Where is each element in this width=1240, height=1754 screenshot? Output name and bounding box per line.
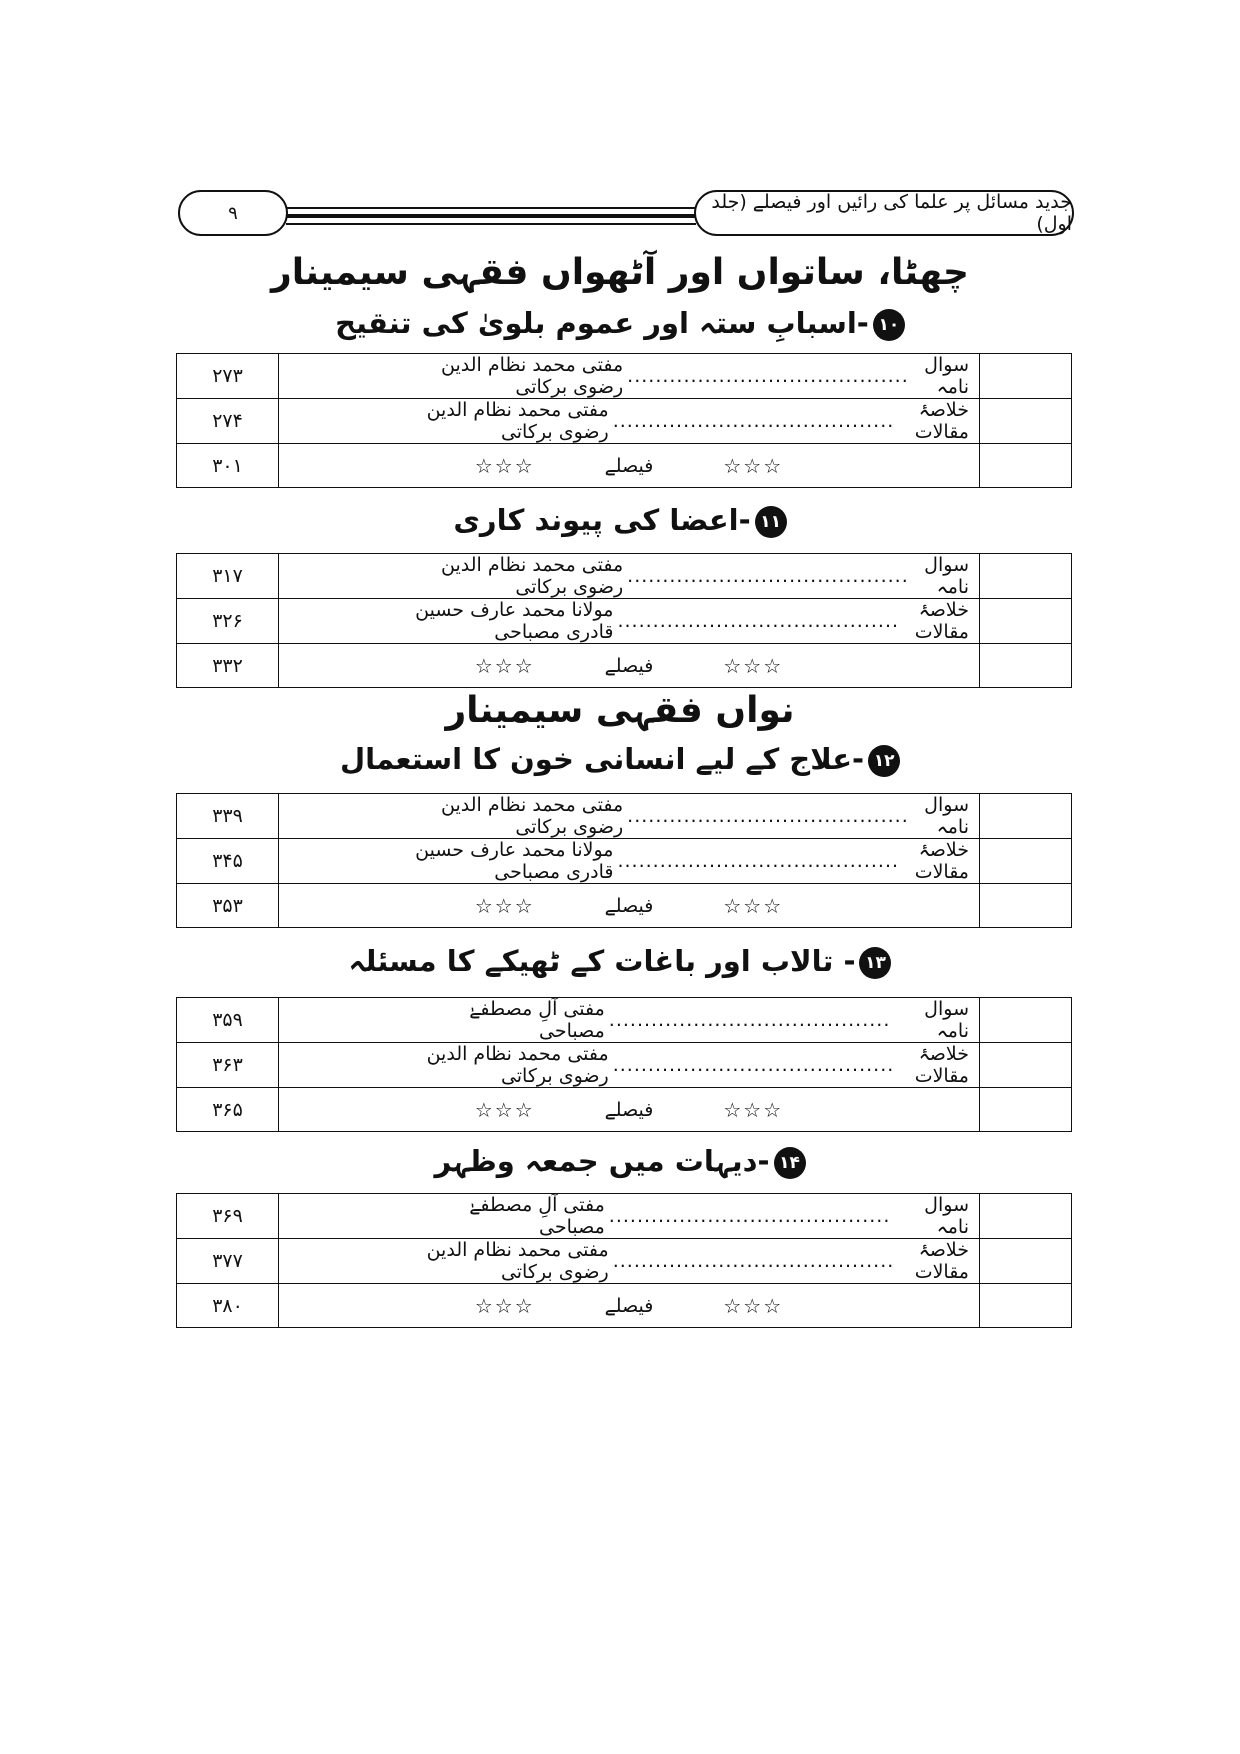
entry-label: خلاصۂ مقالات <box>914 839 969 883</box>
page-ref: ۳۳۲ <box>177 644 279 688</box>
page-ref: ۳۶۹ <box>177 1194 279 1239</box>
entry-author: مفتی محمد نظام الدین رضوی برکاتی <box>426 1239 609 1283</box>
toc-table <box>176 997 1072 1132</box>
section-heading <box>0 306 1240 341</box>
section-heading <box>0 944 1240 979</box>
page-ref: ۲۷۳ <box>177 354 279 399</box>
leader-dots: ........................................ <box>608 1009 891 1031</box>
toc-table <box>176 1193 1072 1328</box>
stars: ☆☆☆ <box>723 653 784 678</box>
leader-dots: ........................................ <box>617 610 900 632</box>
blank-cell <box>980 554 1072 599</box>
decision-cell <box>279 884 980 928</box>
decision-label: فیصلے <box>604 454 654 477</box>
page-ref: ۳۵۹ <box>177 998 279 1043</box>
page-ref: ۳۸۰ <box>177 1284 279 1328</box>
decision-label: فیصلے <box>604 894 654 917</box>
blank-cell <box>980 354 1072 399</box>
page-ref: ۳۶۳ <box>177 1043 279 1088</box>
blank-cell <box>980 1043 1072 1088</box>
part-title: چھٹا، ساتواں اور آٹھواں فقہی سیمینار <box>271 252 969 293</box>
section-title: -دیہات میں جمعہ وظہر <box>434 1144 770 1178</box>
stars: ☆☆☆ <box>723 893 784 918</box>
part-title: نواں فقہی سیمینار <box>445 690 795 731</box>
stars: ☆☆☆ <box>723 1097 784 1122</box>
leader-dots: ........................................ <box>627 805 909 827</box>
table-row <box>177 1194 1072 1239</box>
blank-cell <box>980 884 1072 928</box>
decision-label: فیصلے <box>604 1098 654 1121</box>
entry-cell <box>279 599 980 644</box>
entry-label: سوال نامہ <box>924 1194 969 1238</box>
section-number-badge: ۱۴ <box>774 1147 806 1179</box>
book-title: جدید مسائل پر علما کی رائیں اور فیصلے (جلد اول) <box>711 191 1072 235</box>
entry-label: خلاصۂ مقالات <box>914 599 969 643</box>
entry-label: خلاصۂ مقالات <box>914 399 969 443</box>
entry-cell <box>279 554 980 599</box>
entry-cell <box>279 794 980 839</box>
entry-author: مفتی محمد نظام الدین رضوی برکاتی <box>441 354 624 398</box>
decision-cell <box>279 1088 980 1132</box>
table-row <box>177 998 1072 1043</box>
entry-cell <box>279 1043 980 1088</box>
table-row <box>177 444 1072 488</box>
table-row <box>177 554 1072 599</box>
section-number-badge: ۱۰ <box>873 309 905 341</box>
table-row <box>177 884 1072 928</box>
entry-cell <box>279 354 980 399</box>
blank-cell <box>980 444 1072 488</box>
section-title: -علاج کے لیے انسانی خون کا استعمال <box>339 742 865 776</box>
entry-label: سوال نامہ <box>924 554 969 598</box>
blank-cell <box>980 599 1072 644</box>
entry-author: مفتی آلِ مصطفےٰ مصباحی <box>469 998 605 1042</box>
entry-label: سوال نامہ <box>924 998 969 1042</box>
decision-cell <box>279 444 980 488</box>
stars: ☆☆☆ <box>474 653 535 678</box>
leader-dots: ........................................ <box>612 1250 895 1272</box>
toc-table <box>176 353 1072 488</box>
entry-label: خلاصۂ مقالات <box>914 1043 969 1087</box>
header-rule <box>286 214 696 218</box>
stars: ☆☆☆ <box>723 453 784 478</box>
stars: ☆☆☆ <box>474 453 535 478</box>
blank-cell <box>980 794 1072 839</box>
table-row <box>177 1088 1072 1132</box>
table-row <box>177 839 1072 884</box>
page-number-badge <box>178 190 288 236</box>
stars: ☆☆☆ <box>723 1293 784 1318</box>
page-ref: ۳۲۶ <box>177 599 279 644</box>
page-ref: ۳۷۷ <box>177 1239 279 1284</box>
blank-cell <box>980 1239 1072 1284</box>
entry-author: مفتی محمد نظام الدین رضوی برکاتی <box>441 554 624 598</box>
page-ref: ۳۶۵ <box>177 1088 279 1132</box>
page-ref: ۳۳۹ <box>177 794 279 839</box>
entry-author: مولانا محمد عارف حسین قادری مصباحی <box>415 839 614 883</box>
page-ref: ۳۵۳ <box>177 884 279 928</box>
stars: ☆☆☆ <box>474 1293 535 1318</box>
table-row <box>177 644 1072 688</box>
stars: ☆☆☆ <box>474 1097 535 1122</box>
decision-cell <box>279 1284 980 1328</box>
entry-cell <box>279 1194 980 1239</box>
entry-cell <box>279 998 980 1043</box>
section-number-badge: ۱۲ <box>868 745 900 777</box>
decision-label: فیصلے <box>604 654 654 677</box>
table-row <box>177 1043 1072 1088</box>
page-ref: ۳۱۷ <box>177 554 279 599</box>
table-row <box>177 399 1072 444</box>
blank-cell <box>980 839 1072 884</box>
section-number-badge: ۱۱ <box>755 506 787 538</box>
section-heading <box>0 742 1240 777</box>
entry-label: سوال نامہ <box>924 354 969 398</box>
decision-cell <box>279 644 980 688</box>
toc-table <box>176 793 1072 928</box>
page-number: ۹ <box>228 202 238 224</box>
blank-cell <box>980 1284 1072 1328</box>
entry-cell <box>279 1239 980 1284</box>
entry-author: مفتی محمد نظام الدین رضوی برکاتی <box>426 1043 609 1087</box>
page-ref: ۳۴۵ <box>177 839 279 884</box>
leader-dots: ........................................ <box>627 565 909 587</box>
leader-dots: ........................................ <box>612 1054 895 1076</box>
entry-label: خلاصۂ مقالات <box>914 1239 969 1283</box>
section-heading <box>0 1144 1240 1179</box>
entry-label: سوال نامہ <box>924 794 969 838</box>
leader-dots: ........................................ <box>617 850 900 872</box>
book-title-badge <box>694 190 1074 236</box>
decision-label: فیصلے <box>604 1294 654 1317</box>
section-number-badge: ۱۳ <box>859 947 891 979</box>
blank-cell <box>980 399 1072 444</box>
table-row <box>177 794 1072 839</box>
toc-table <box>176 553 1072 688</box>
entry-author: مفتی محمد نظام الدین رضوی برکاتی <box>426 399 609 443</box>
entry-author: مولانا محمد عارف حسین قادری مصباحی <box>415 599 614 643</box>
section-title: - تالاب اور باغات کے ٹھیکے کا مسئلہ <box>348 944 856 978</box>
leader-dots: ........................................ <box>608 1205 891 1227</box>
page-ref: ۳۰۱ <box>177 444 279 488</box>
section-title: -اعضا کی پیوند کاری <box>453 503 751 537</box>
section-heading <box>0 503 1240 538</box>
running-header <box>178 190 1074 240</box>
blank-cell <box>980 1194 1072 1239</box>
header-rule <box>286 207 696 209</box>
leader-dots: ........................................ <box>612 410 895 432</box>
table-row <box>177 1239 1072 1284</box>
entry-cell <box>279 399 980 444</box>
blank-cell <box>980 1088 1072 1132</box>
header-rule <box>286 223 696 225</box>
table-row <box>177 1284 1072 1328</box>
blank-cell <box>980 644 1072 688</box>
entry-author: مفتی محمد نظام الدین رضوی برکاتی <box>441 794 624 838</box>
page-ref: ۲۷۴ <box>177 399 279 444</box>
stars: ☆☆☆ <box>474 893 535 918</box>
blank-cell <box>980 998 1072 1043</box>
entry-author: مفتی آلِ مصطفےٰ مصباحی <box>469 1194 605 1238</box>
entry-cell <box>279 839 980 884</box>
section-title: -اسبابِ ستہ اور عموم بلویٰ کی تنقیح <box>335 306 869 340</box>
leader-dots: ........................................ <box>627 365 909 387</box>
table-row <box>177 354 1072 399</box>
table-row <box>177 599 1072 644</box>
